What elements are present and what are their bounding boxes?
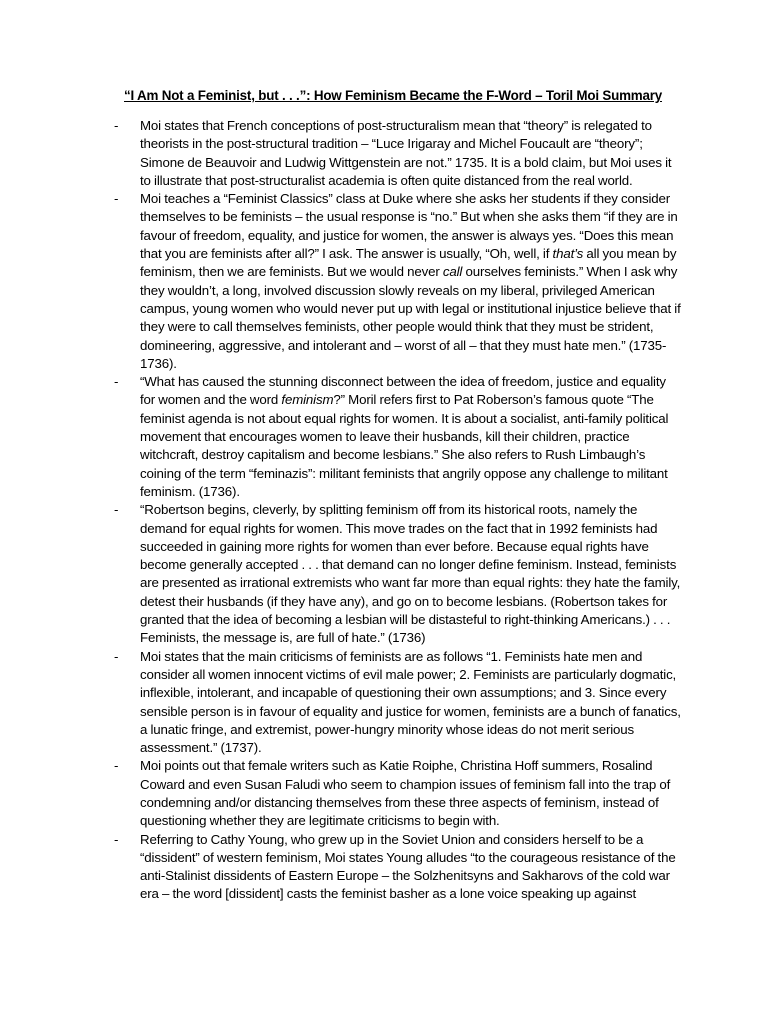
bullet-marker: - — [114, 648, 119, 664]
bullet-item — [114, 373, 684, 501]
bullet-item — [114, 190, 684, 373]
bullet-text: Moi states that French conceptions of post-structuralism mean that “theory” is relegated to theorists in the post-structural tradition – “Luce Irigaray and Michel Foucault are “theory”; Simone de Beauvoir and Ludwig Wittgenstein are not.” 1735. It is a bold claim, but Moi uses it to illustrate that post-structuralist academia is often quite distanced from the real world. — [140, 118, 672, 188]
bullet-item — [114, 831, 684, 904]
bullet-marker: - — [114, 758, 119, 774]
bullet-text: “Robertson begins, cleverly, by splitting feminism off from its historical roots, namely the demand for equal rights for women. This move trades on the fact that in 1992 feminists had succeeded in gaining more rights for women than ever before. Because equal rights have become generally accepted . . . that demand can no longer define feminism. Instead, feminists are presented as irrational extremists who want far more than equal rights: they hate the family, detest their husbands (if they have any), and go on to become lesbians. (Robertson takes for granted that the idea of becoming a lesbian will be distasteful to right-thinking Americans.) . . . Feminists, the message is, are full of hate.” (1736) — [140, 502, 681, 646]
bullet-text: all you mean by feminism, then we are feminists. But we would never — [140, 246, 677, 280]
bullet-text: Moi teaches a “Feminist Classics” class at Duke where she asks her students if they consider themselves to be feminists – the usual response is “no.” But when she asks them “if they are in favour of freedom, equality, and justice for women, the answer is always yes. “Does this mean that you are feminists after all?” I ask. The answer is usually, “Oh, well, if — [140, 191, 678, 262]
bullet-text: ourselves feminists.” When I ask why they wouldn’t, a long, involved discussion slowly reveals on my liberal, privileged American campus, young women who would never put up with legal or institutional injustice believe that if they were to call themselves feminists, other people would think that they must be strident, domineering, aggressive, and intolerant and – worst of all – that they must hate men.” (1735-1736). — [140, 264, 681, 371]
bullet-text: Referring to Cathy Young, who grew up in the Soviet Union and considers herself to be a “dissident” of western feminism, Moi states Young alludes “to the courageous resistance of the anti-Stalinist dissidents of Eastern Europe – the Solzhenitsyns and Sakharovs of the cold war era – the word [dissident] casts the feminist basher as a lone voice speaking up against — [140, 831, 676, 902]
bullet-marker: - — [114, 118, 119, 133]
bullet-text: Moi points out that female writers such as Katie Roiphe, Christina Hoff summers, Rosalind Coward and even Susan Faludi who seem to champion issues of feminism fall into the trap of condemning and/or distancing themselves from these three aspects of feminism, instead of questioning whether they are legitimate criticisms to begin with. — [140, 758, 671, 829]
bullet-text: “What has caused the stunning disconnect between the idea of freedom, justice and equality for women and the word — [140, 374, 666, 408]
bullet-item — [114, 117, 684, 190]
italic-emphasis: feminism — [281, 392, 334, 408]
italic-emphasis: call — [442, 264, 463, 280]
bullet-marker: - — [114, 191, 119, 207]
bullet-item — [114, 757, 684, 830]
bullet-marker: - — [114, 374, 119, 390]
bullet-text: Moi states that the main criticisms of feminists are as follows “1. Feminists hate men and consider all women innocent victims of evil male power; 2. Feminists are particularly dogmatic, inflexible, intolerant, and incapable of questioning their own assumptions; and 3. Since every sensible person is in favour of equality and justice for women, feminists are a bunch of fanatics, a lunatic fringe, and extremist, power-hungry minority whose ideas do not merit serious assessment.” (1737). — [140, 648, 681, 756]
italic-emphasis: that’s — [552, 246, 584, 262]
bullet-item — [114, 648, 684, 758]
bullet-item — [114, 501, 684, 647]
bullet-text: ?” Moril refers first to Pat Roberson’s famous quote “The feminist agenda is not about equal rights for women. It is about a socialist, anti-family political movement that encourages women to leave their husbands, kill their children, practice witchcraft, destroy capitalism and become lesbians.” She also refers to Rush Limbaugh’s coining of the term “feminazis”: militant feminists that angrily oppose any challenge to militant feminism. (1736). — [140, 392, 669, 499]
document-title: “I Am Not a Feminist, but . . .”: How Feminism Became the F-Word – Toril Moi Summary — [124, 88, 662, 103]
bullet-marker: - — [114, 831, 119, 847]
bullet-list — [114, 117, 684, 904]
bullet-marker: - — [114, 502, 119, 518]
